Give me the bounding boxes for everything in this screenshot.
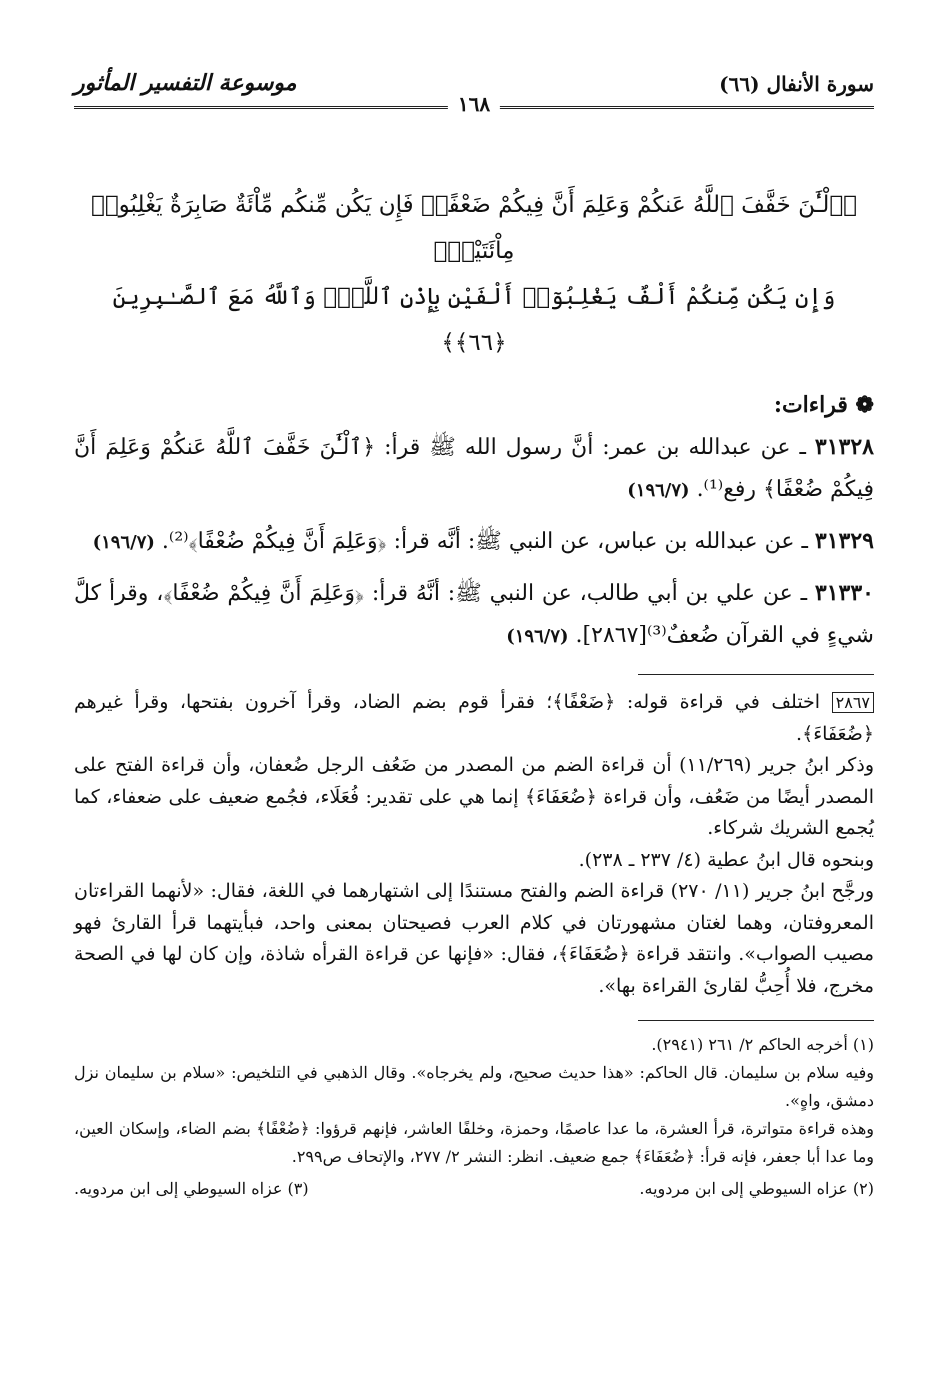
commentary-para: ورجَّح ابنُ جرير (١١/ ٢٧٠) قراءة الضم والفتح مستندًا إلى اشتهارهما في اللغة، فقال: «لأنهما القراءتان المعروفتان، وهما لغتان مشهورتان في كلام العرب فصيحتان بمعنى واحد، فبأيتهما قرأ القارئ فهو مصيب الصواب». وانتقد قراءة ﴿ضُعَفَاءَ﴾، فقال: «فإنها عن قراءة القرأه شاذة، وإن كان لها في الصحة مخرج، فلا أُحِبُّ لقارئ القراءة بها».: [74, 880, 874, 997]
book-title: موسوعة التفسير المأثور: [74, 70, 297, 96]
reading-ref: (١٩٦/٧): [92, 532, 155, 553]
reading-number: ٣١٣٣٠: [814, 580, 874, 606]
footnotes: [74, 1031, 874, 1203]
reading-text: ـ عن عبدالله بن عمر: أنَّ رسول الله ﷺ قرأ: ﴿ٱلْـَٰٔنَ خَفَّفَ ٱللَّهُ عَنكُمْ وَعَلِمَ أَنَّ فِيكُمْ ضُعْفًا﴾ رفع⁽¹⁾.: [74, 435, 874, 502]
reading-ref: (١٩٦/٧): [506, 626, 569, 647]
footnote-row: [74, 1175, 874, 1203]
reading-item: [74, 426, 874, 512]
reading-number: ٣١٣٢٩: [814, 528, 874, 554]
commentary-para: وبنحوه قال ابنُ عطية (٤/ ٢٣٧ ـ ٢٣٨).: [578, 848, 874, 871]
footnote-1-note: وفيه سلام بن سليمان. قال الحاكم: «هذا حديث صحيح، ولم يخرجاه». وقال الذهبي في التلخيص: «سلام بن سليمان نزل دمشق، واهٍ».: [74, 1063, 874, 1110]
reading-item: [74, 572, 874, 658]
reading-text: ـ عن عبدالله بن عباس، عن النبي ﷺ: أنَّه قرأ: ﴿وَعَلِمَ أَنَّ فِيكُمْ ضُعْفًا﴾⁽²⁾.: [161, 529, 815, 554]
commentary-para: وذكر ابنُ جرير (١١/٢٦٩) أن قراءة الضم من المصدر من ضَعُف الرجل ضُعفان، وأن قراءة الفتح على المصدر أيضًا من ضَعُف، وأن قراءة ﴿ضُعَفَاءَ﴾ إنما هي على تقدير: فُعَلَاء، فجُمع ضعيف على ضعفاء، كما يُجمع الشريك شركاء.: [74, 754, 874, 839]
surah-title: سورة الأنفال (٦٦): [719, 72, 874, 96]
separator: [638, 674, 874, 675]
commentary-para: [74, 687, 874, 750]
footnote-1: (١) أخرجه الحاكم ٢/ ٢٦١ (٢٩٤١).: [651, 1035, 874, 1054]
footnote-separator: [638, 1020, 874, 1021]
commentary-tag: ٢٨٦٧: [832, 692, 874, 713]
reading-number: ٣١٣٢٨: [814, 434, 874, 460]
verse-line-2: وَإِن يَكُن مِّنكُمْ أَلْفٌ يَغْلِبُوٓا۟ أَلْفَيْنِ بِإِذْنِ ٱللَّهِۗ وَٱللَّهُ مَعَ ٱلصَّـٰبِرِينَ ﴿٦٦﴾﴾: [112, 284, 836, 356]
page-number: ١٦٨: [448, 92, 500, 116]
reading-item: [74, 520, 874, 564]
footnote-3: (٣) عزاه السيوطي إلى ابن مردويه.: [74, 1179, 309, 1198]
quran-verse: [74, 182, 874, 366]
footnote-2: (٢) عزاه السيوطي إلى ابن مردويه.: [639, 1179, 874, 1198]
page-header: [74, 72, 874, 126]
commentary: [74, 687, 874, 1002]
section-title: ❁ قراءات:: [773, 392, 874, 418]
verse-line-1: ﴿ٱلْـَٰٔنَ خَفَّفَ ٱللَّهُ عَنكُمْ وَعَلِمَ أَنَّ فِيكُمْ ضَعْفًاۚ فَإِن يَكُن مِّنكُم مِّاْئَةٌ صَابِرَةٌ يَغْلِبُوا۟ مِاْئَتَيْنِۚ: [91, 192, 857, 264]
reading-text: ـ عن علي بن أبي طالب، عن النبي ﷺ: أنَّهُ قرأ: ﴿وَعَلِمَ أَنَّ فِيكُمْ ضُعْفًا﴾، وقرأ كلَّ شيءٍ في القرآن ضُعفٌ⁽³⁾[٢٨٦٧].: [74, 581, 874, 648]
commentary-text: اختلف في قراءة قوله: ﴿ضَعْفًا﴾؛ فقرأ قوم بضم الضاد، وقرأ آخرون بفتحها، وقرأ غيرهم ﴿ضُعَفَاءَ﴾.: [74, 691, 874, 745]
page: [74, 72, 874, 1362]
reading-ref: (١٩٦/٧): [627, 480, 690, 501]
footnote-1-note: وهذه قراءة متواترة، قرأ العشرة، ما عدا عاصمًا، وحمزة، وخلفًا العاشر، فإنهم قرؤوا: ﴿ضُعْفًا﴾ بضم الضاء، وإسكان العين، وما عدا أبا جعفر، فإنه قرأ: ﴿ضُعَفَاءَ﴾ جمع ضعيف. انظر: النشر ٢/ ٢٧٧، والإتحاف ص٢٩٩.: [74, 1119, 874, 1166]
